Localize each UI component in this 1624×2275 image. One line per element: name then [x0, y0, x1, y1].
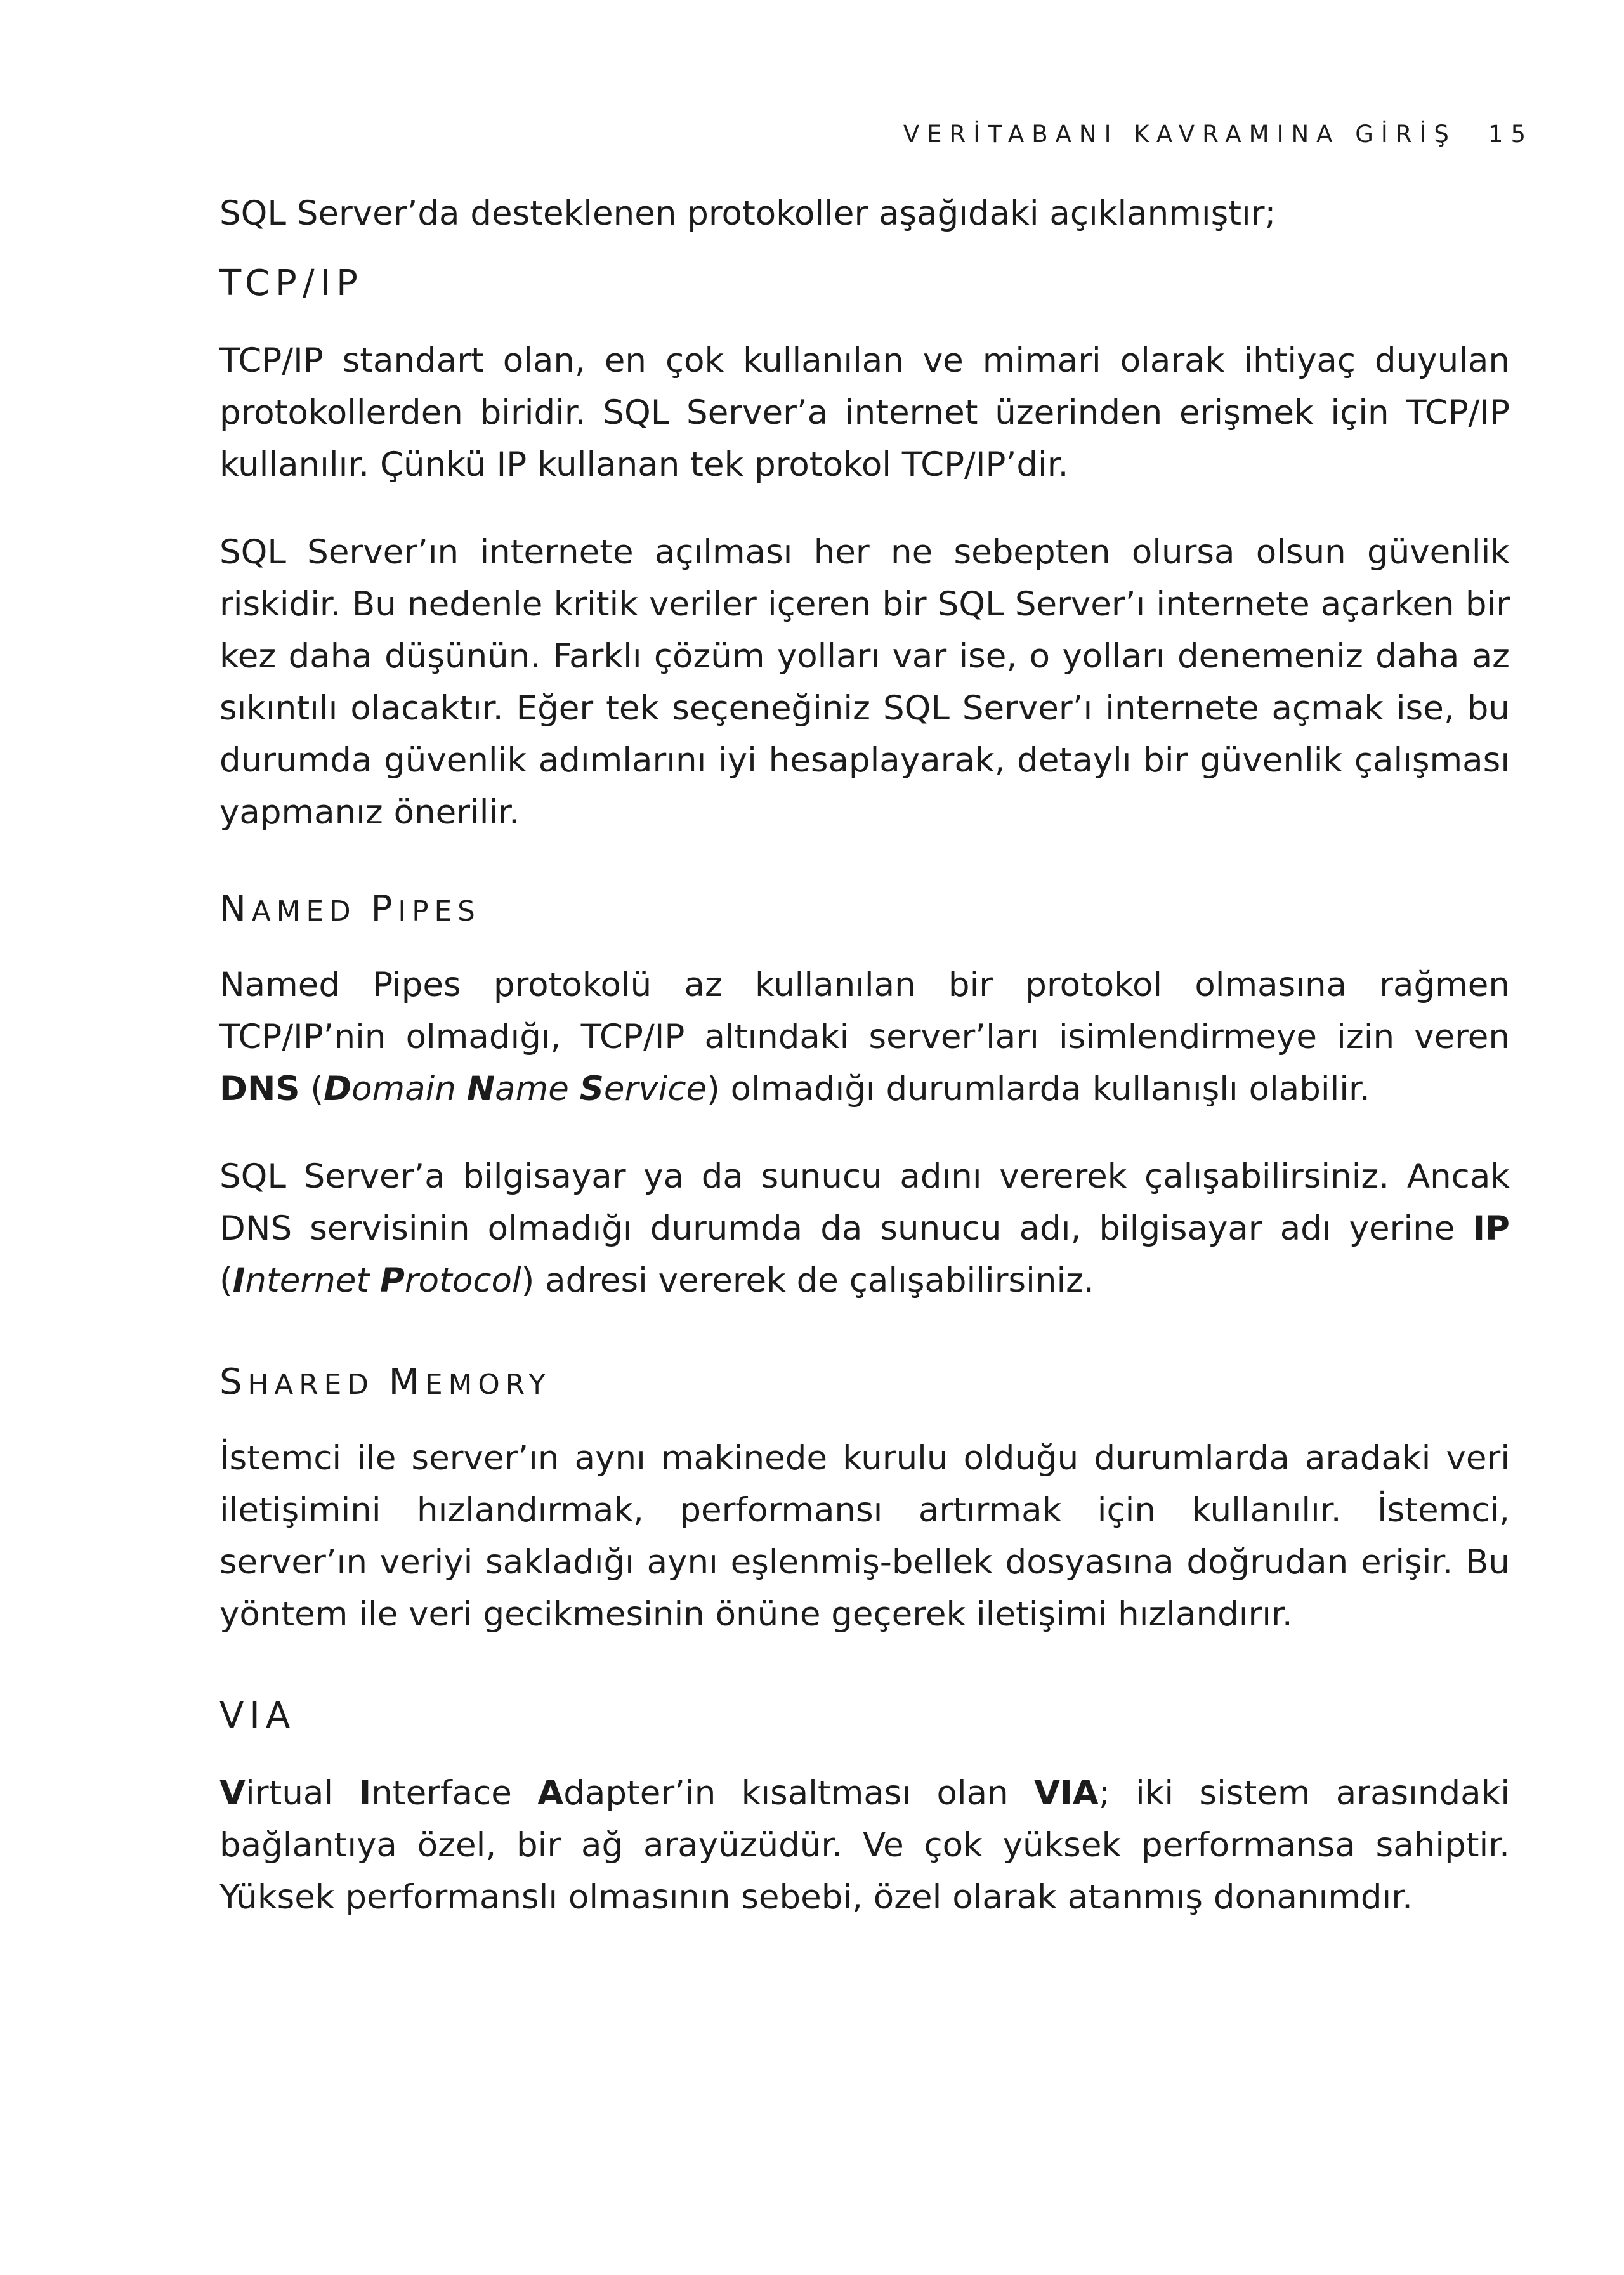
tcpip-paragraph-1: TCP/IP standart olan, en çok kullanılan ve mimari olarak ihtiyaç duyulan protokollerden biridir. SQL Server’a internet üzerinden erişmek için TCP/IP kullanılır. Çünkü IP kullanan tek protokol TCP/IP’dir.: [219, 341, 1510, 484]
text-run: rotocol: [404, 1261, 521, 1300]
running-header: [903, 121, 1533, 148]
dns-expansion: [324, 1070, 707, 1108]
heading-tcpip: TCP/IP: [219, 263, 363, 304]
text-run: omain: [351, 1070, 456, 1108]
text-run: ame: [495, 1070, 580, 1108]
letter-p: P: [380, 1261, 405, 1300]
heading-shared-memory-cap1: S: [219, 1361, 248, 1403]
named-pipes-paragraph-1: [219, 959, 1510, 1115]
via-term: VIA: [1034, 1774, 1099, 1813]
text-run: nterface: [371, 1774, 538, 1813]
letter-n: N: [466, 1070, 495, 1108]
tcpip-paragraph-2: SQL Server’ın internete açılması her ne sebepten olursa olsun güvenlik riskidir. Bu nedenle kritik veriler içeren bir SQL Server’ı internete açarken bir kez daha düşünün. Farklı çözüm yolları var ise, o yolları denemeniz daha az sıkıntılı olacaktır. Eğer tek seçeneğiniz SQL Server’ı internete açmak ise, bu durumda güvenlik adımlarını iyi hesaplayarak, detaylı bir güvenlik çalışması yapmanız önerilir.: [219, 533, 1510, 832]
heading-named-pipes-rest2: IPES: [398, 895, 481, 928]
text-run: nternet: [245, 1261, 370, 1300]
ip-expansion: [233, 1261, 521, 1300]
heading-named-pipes: [219, 884, 1510, 936]
text-run: ) adresi vererek de çalışabilirsiniz.: [521, 1261, 1094, 1300]
named-pipes-paragraph-2: [219, 1151, 1510, 1307]
text-run: irtual: [246, 1774, 359, 1813]
letter-i: I: [358, 1774, 372, 1813]
via-paragraph: [219, 1767, 1510, 1924]
text-run: [369, 1261, 380, 1300]
heading-via: VIA: [219, 1695, 296, 1736]
text-run: ) olmadığı durumlarda kullanışlı olabilir.: [707, 1070, 1370, 1108]
letter-i: I: [232, 1261, 246, 1300]
text-run: ervice: [603, 1070, 707, 1108]
page-body: [219, 188, 1510, 1924]
intro-paragraph: SQL Server’da desteklenen protokoller aşağıdaki açıklanmıştır;: [219, 194, 1276, 233]
letter-v: V: [219, 1774, 246, 1813]
heading-named-pipes-rest1: AMED: [251, 895, 371, 928]
letter-s: S: [579, 1070, 604, 1108]
running-title: VERİTABANI KAVRAMINA GİRİŞ: [903, 121, 1457, 148]
shared-memory-paragraph: İstemci ile server’ın aynı makinede kurulu olduğu durumlarda aradaki veri iletişimini hızlandırmak, performansı artırmak için kullanılır. İstemci, server’ın veriyi sakladığı aynı eşlenmiş-bellek dosyasına doğrudan erişir. Bu yöntem ile veri gecikmesinin önüne geçerek iletişimi hızlandırır.: [219, 1439, 1510, 1634]
heading-named-pipes-cap1: N: [219, 888, 252, 929]
ip-term: IP: [1472, 1209, 1510, 1248]
text-run: dapter’in kısaltması olan: [563, 1774, 1035, 1813]
text-run: Named Pipes protokolü az kullanılan bir protokol olmasına rağmen TCP/IP’nin olmadığı, TCP/IP altındaki server’ları isimlendirmeye izin veren: [219, 966, 1510, 1056]
letter-a: A: [537, 1774, 564, 1813]
heading-shared-memory: [219, 1358, 1510, 1410]
heading-shared-memory-rest2: EMORY: [425, 1368, 551, 1401]
heading-shared-memory-rest1: HARED: [247, 1368, 389, 1401]
text-run: (: [299, 1070, 324, 1108]
page-number: 15: [1488, 121, 1533, 148]
text-run: ; iki sistem arasındaki bağlantıya özel, bir ağ arayüzüdür. Ve çok yüksek performansa sahiptir. Yüksek performanslı olmasının sebebi, özel olarak atanmış donanımdır.: [219, 1774, 1510, 1917]
text-run: [456, 1070, 467, 1108]
heading-shared-memory-cap2: M: [388, 1361, 426, 1403]
letter-d: D: [324, 1070, 352, 1108]
dns-term: DNS: [219, 1070, 300, 1108]
text-run: (: [219, 1261, 233, 1300]
heading-named-pipes-cap2: P: [370, 888, 398, 929]
text-run: SQL Server’a bilgisayar ya da sunucu adını vererek çalışabilirsiniz. Ancak DNS servisinin olmadığı durumda da sunucu adı, bilgisayar adı yerine: [219, 1157, 1510, 1248]
